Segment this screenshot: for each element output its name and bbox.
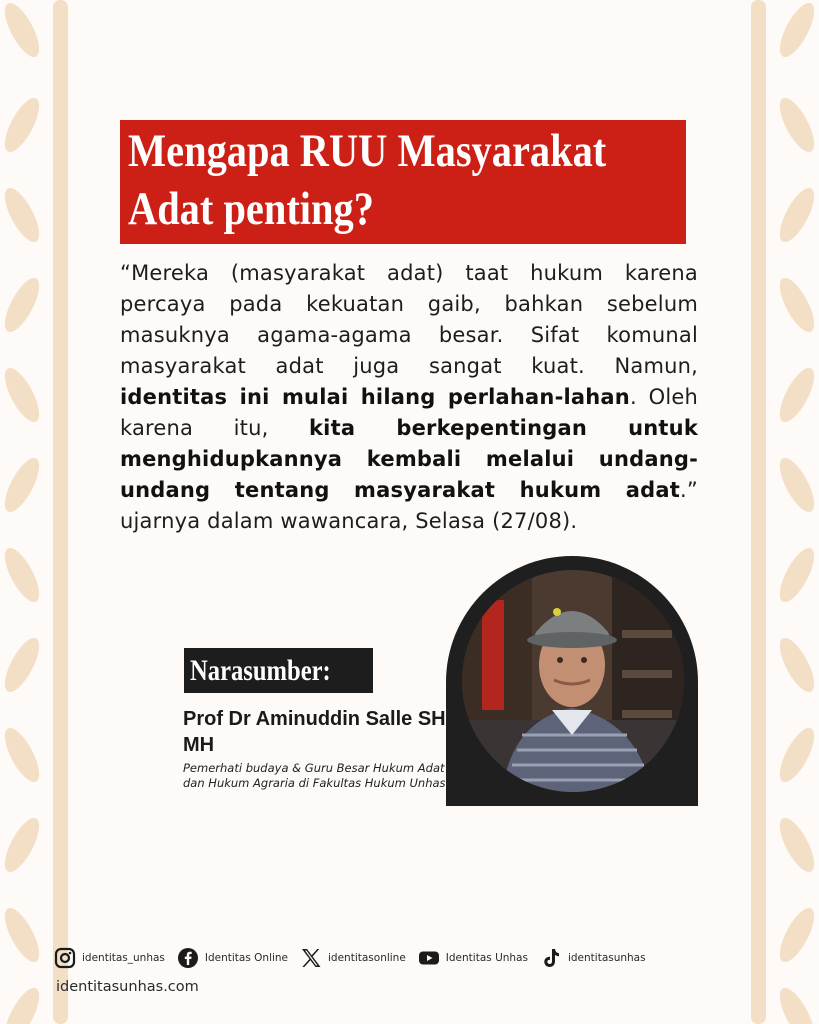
- social-instagram[interactable]: [54, 947, 165, 969]
- social-links: [54, 946, 658, 970]
- youtube-icon: [418, 947, 440, 969]
- quote-text-3: .” ujarnya dalam wawancara, Selasa (27/08).: [120, 478, 698, 533]
- instagram-icon: [54, 947, 76, 969]
- headline-line-1: Mengapa RUU Masyarakat: [128, 125, 607, 177]
- social-handle: Identitas Online: [204, 952, 289, 964]
- source-label: [184, 648, 373, 693]
- right-border-pattern: [749, 0, 819, 1024]
- headline-line-2: Adat penting?: [128, 183, 374, 235]
- source-role: Pemerhati budaya & Guru Besar Hukum Adat dan Hukum Agraria di Fakultas Hukum Unhas: [183, 761, 446, 790]
- facebook-icon: [177, 947, 199, 969]
- social-tiktok[interactable]: [540, 947, 646, 969]
- quote-text-2: . Oleh karena itu,: [120, 385, 698, 440]
- tiktok-icon: [540, 947, 562, 969]
- quote-bold-1: identitas ini mulai hilang perlahan-lahan: [120, 385, 630, 409]
- quote-paragraph: [120, 258, 698, 537]
- left-border-pattern: [0, 0, 70, 1024]
- social-handle: Identitas Unhas: [445, 952, 528, 964]
- x-icon: [300, 947, 322, 969]
- quote-bold-2: kita berkepentingan untuk menghidupkannya kembali melalui undang-undang tentang masyarakat hukum adat: [120, 416, 698, 502]
- social-youtube[interactable]: [418, 947, 528, 969]
- social-facebook[interactable]: [177, 947, 288, 969]
- social-handle: identitasunhas: [567, 952, 646, 964]
- portrait-photo: [462, 570, 684, 792]
- social-x[interactable]: [300, 947, 406, 969]
- website-link[interactable]: identitasunhas.com: [56, 979, 199, 995]
- social-handle: identitasonline: [328, 952, 406, 964]
- quote-text-1: “Mereka (masyarakat adat) taat hukum karena percaya pada kekuatan gaib, bahkan sebelum masuknya agama-agama besar. Sifat komunal masyarakat adat juga sangat kuat. Namun,: [120, 261, 698, 378]
- source-label-text: Narasumber:: [190, 654, 331, 687]
- social-handle: identitas_unhas: [82, 952, 165, 964]
- source-name: Prof Dr Aminuddin Salle SH MH: [183, 708, 446, 756]
